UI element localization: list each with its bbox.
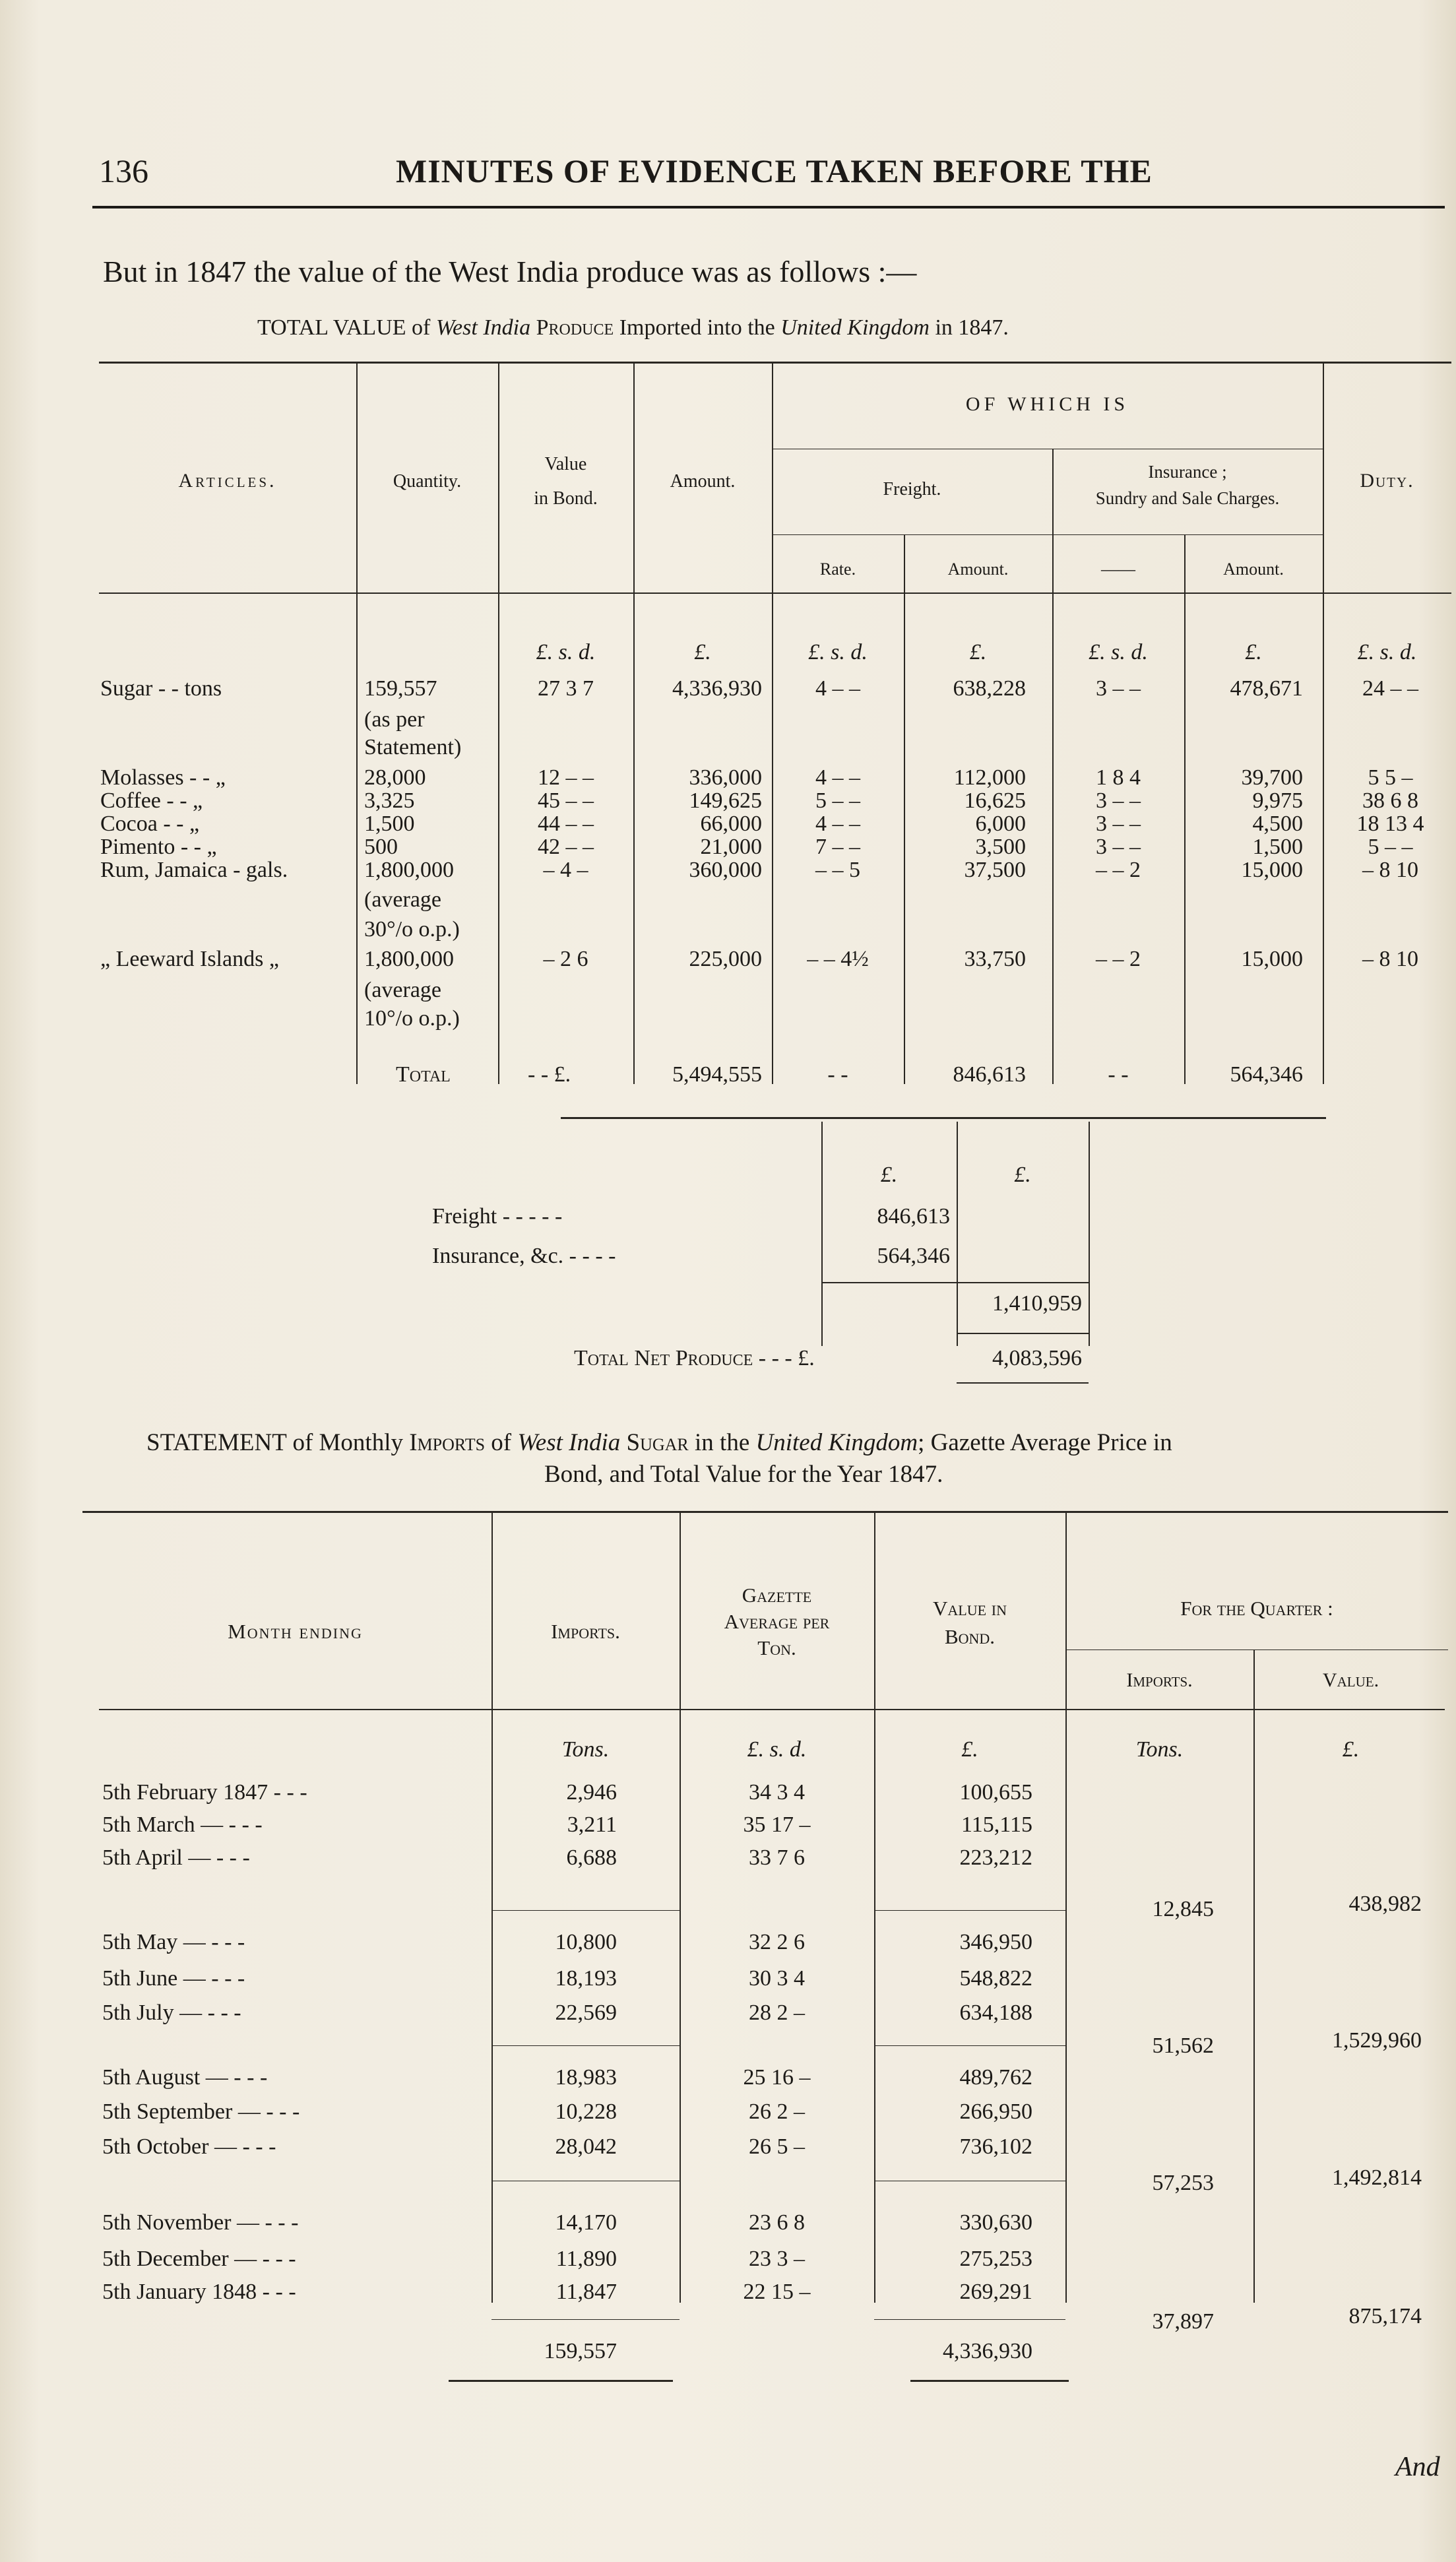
- t2-unit-gazette: £. s. d.: [747, 1737, 807, 1762]
- t1-row-4-quantity: 3,325: [364, 788, 415, 813]
- t2-quarter-0-imports: 12,845: [1152, 1897, 1214, 1921]
- t1-row-3-quantity: 28,000: [364, 765, 426, 790]
- t2-row-5-gazette: 28 2 –: [749, 2001, 805, 2025]
- net-unit-2: £.: [1014, 1163, 1031, 1187]
- t1-unit-vb: £. s. d.: [536, 640, 596, 664]
- t1-row-5-insamt: 4,500: [1252, 812, 1303, 836]
- t1-row-10-rate: – – 4½: [807, 947, 869, 971]
- t1-row-3-insamt: 39,700: [1241, 765, 1303, 790]
- t1-row-5-rate: 4 – –: [815, 812, 860, 836]
- t1-total-amount: 5,494,555: [672, 1062, 762, 1087]
- t1-row-7-ins: – – 2: [1096, 858, 1141, 882]
- t2-total-imports: 159,557: [544, 2339, 617, 2363]
- t1-row-0-quantity: 159,557: [364, 676, 437, 701]
- t1-unit-insamt: £.: [1245, 640, 1262, 664]
- t2-row-2-month: 5th April — - - -: [102, 1845, 250, 1870]
- t1-h-quantity: Quantity.: [393, 471, 462, 492]
- net-sum: 1,410,959: [992, 1291, 1082, 1316]
- t2-row-10-imports: 11,890: [555, 2247, 617, 2271]
- t2-header-bottom-rule: [99, 1709, 1445, 1710]
- t2-unit-q-value: £.: [1342, 1737, 1360, 1762]
- t2-group-rule-2b: [874, 2045, 1065, 2046]
- t1-row-7-quantity: 1,800,000: [364, 858, 454, 882]
- t2-row-7-gazette: 26 2 –: [749, 2099, 805, 2124]
- t2-row-11-month: 5th January 1848 - - -: [102, 2280, 296, 2304]
- t1-h-freight: Freight.: [883, 479, 941, 499]
- t1-row-4-article: Coffee - - „: [100, 788, 203, 813]
- t1-unit-rate: £. s. d.: [808, 640, 868, 664]
- t2-row-0-gazette: 34 3 4: [749, 1780, 805, 1805]
- t2-row-7-imports: 10,228: [555, 2099, 617, 2124]
- page-number: 136: [99, 152, 148, 189]
- t2-row-9-month: 5th November — - - -: [102, 2210, 299, 2235]
- t1-row-0-ins: 3 – –: [1096, 676, 1141, 701]
- t1-h-value-bond-1: Value: [544, 454, 587, 474]
- table2-title-line2: Bond, and Total Value for the Year 1847.: [544, 1461, 943, 1488]
- t2-row-10-month: 5th December — - - -: [102, 2247, 296, 2271]
- t2-row-0-imports: 2,946: [566, 1780, 617, 1805]
- t1-h-insurance-1: Insurance ;: [1148, 462, 1227, 482]
- t2-row-6-gazette: 25 16 –: [743, 2065, 811, 2090]
- t1-row-10-vb: – 2 6: [543, 947, 588, 971]
- t2-bottom-rule-b: [910, 2380, 1069, 2382]
- t1-row-7-insamt: 15,000: [1241, 858, 1303, 882]
- t2-row-9-imports: 14,170: [555, 2210, 617, 2235]
- t1-total-dashes: - - £.: [528, 1062, 571, 1087]
- t1-row-4-ins: 3 – –: [1096, 788, 1141, 813]
- t1-row-5-famount: 6,000: [975, 812, 1026, 836]
- t2-row-6-imports: 18,983: [555, 2065, 617, 2090]
- t2-h-gazette-3: Ton.: [757, 1636, 796, 1659]
- t2-group-rule-4: [491, 2319, 680, 2320]
- running-head: MINUTES OF EVIDENCE TAKEN BEFORE THE: [396, 152, 1153, 189]
- t1-h-value-bond-2: in Bond.: [534, 488, 598, 509]
- t2-quarter-2-value: 1,492,814: [1332, 2165, 1422, 2190]
- t1-row-3-duty: 5 5 –: [1368, 765, 1413, 790]
- net-sum-rule: [821, 1282, 1089, 1283]
- t1-row-6-insamt: 1,500: [1252, 835, 1303, 859]
- t2-bottom-rule-a: [449, 2380, 673, 2382]
- t2-row-1-month: 5th March — - - -: [102, 1812, 263, 1837]
- t1-row-12-quantity: 10°/o o.p.): [364, 1006, 460, 1031]
- table1-title: TOTAL VALUE of West India Produce Imported into the United Kingdom in 1847.: [257, 315, 1009, 340]
- t1-row-5-duty: 18 13 4: [1356, 812, 1424, 836]
- t1-h-amount: Amount.: [670, 471, 736, 492]
- t2-row-11-imports: 11,847: [555, 2280, 617, 2304]
- t2-h-gazette-2: Average per: [724, 1610, 830, 1633]
- t1-row-0-insamt: 478,671: [1230, 676, 1303, 701]
- t2-row-8-gazette: 26 5 –: [749, 2134, 805, 2159]
- t2-row-3-gazette: 32 2 6: [749, 1930, 805, 1954]
- catchword: And: [1395, 2452, 1440, 2482]
- t2-row-4-gazette: 30 3 4: [749, 1966, 805, 1991]
- t1-row-5-quantity: 1,500: [364, 812, 415, 836]
- net-vline-3: [1089, 1122, 1090, 1346]
- t1-unit-amount: £.: [694, 640, 711, 664]
- net-vline-1: [821, 1122, 823, 1346]
- t2-row-5-month: 5th July — - - -: [102, 2001, 241, 2025]
- t2-row-8-value: 736,102: [959, 2134, 1032, 2159]
- t1-row-6-article: Pimento - - „: [100, 835, 217, 859]
- t2-h-month: Month ending: [228, 1620, 363, 1643]
- t1-row-10-insamt: 15,000: [1241, 947, 1303, 971]
- t2-row-5-value: 634,188: [959, 2001, 1032, 2025]
- t1-row-6-duty: 5 – –: [1368, 835, 1413, 859]
- t2-row-4-month: 5th June — - - -: [102, 1966, 245, 1991]
- t1-row-3-famount: 112,000: [953, 765, 1026, 790]
- t2-row-3-value: 346,950: [959, 1930, 1032, 1954]
- t1-row-0-famount: 638,228: [953, 676, 1026, 701]
- t2-row-1-imports: 3,211: [567, 1812, 617, 1837]
- t1-row-3-ins: 1 8 4: [1096, 765, 1141, 790]
- t2-row-0-value: 100,655: [959, 1780, 1032, 1805]
- t1-row-10-duty: – 8 10: [1362, 947, 1418, 971]
- t1-row-8-quantity: (average: [364, 887, 442, 912]
- net-total-rule: [957, 1333, 1089, 1334]
- t2-unit-imports: Tons.: [561, 1737, 610, 1762]
- t1-h-duty: Duty.: [1360, 470, 1414, 492]
- t2-quarter-1-value: 1,529,960: [1332, 2028, 1422, 2053]
- t1-sub-rule: [772, 534, 1323, 535]
- t1-row-7-duty: – 8 10: [1362, 858, 1418, 882]
- t2-h-quarter: For the Quarter :: [1180, 1597, 1333, 1620]
- table2-title-line1: STATEMENT of Monthly Imports of West India Sugar in the United Kingdom; Gazette Average Price in: [146, 1429, 1172, 1456]
- net-ins-val: 564,346: [877, 1244, 950, 1268]
- t2-group-rule-4b: [874, 2319, 1065, 2320]
- net-freight-val: 846,613: [877, 1204, 950, 1229]
- t1-h-articles: Articles.: [178, 470, 277, 492]
- t1-row-10-quantity: 1,800,000: [364, 947, 454, 971]
- header-rule: [92, 206, 1445, 208]
- t2-quarter-1-imports: 51,562: [1152, 2034, 1214, 2058]
- table1-top-rule: [99, 362, 1451, 364]
- t2-row-1-gazette: 35 17 –: [743, 1812, 811, 1837]
- t2-group-rule-1: [491, 1910, 680, 1911]
- t2-row-2-imports: 6,688: [566, 1845, 617, 1870]
- t2-group-rule-1b: [874, 1910, 1065, 1911]
- t1-h-rate: Rate.: [819, 560, 856, 579]
- t1-row-5-ins: 3 – –: [1096, 812, 1141, 836]
- t1-row-4-insamt: 9,975: [1252, 788, 1303, 813]
- t2-row-10-gazette: 23 3 –: [749, 2247, 805, 2271]
- t1-header-bottom-rule: [99, 592, 1451, 594]
- t2-h-value-1: Value in: [932, 1597, 1007, 1620]
- t1-row-4-rate: 5 – –: [815, 788, 860, 813]
- t2-row-8-imports: 28,042: [555, 2134, 617, 2159]
- t1-row-0-vb: 27 3 7: [538, 676, 594, 701]
- t2-row-11-value: 269,291: [959, 2280, 1032, 2304]
- t2-row-2-gazette: 33 7 6: [749, 1845, 805, 1870]
- net-ins-label: Insurance, &c. - - - -: [432, 1244, 616, 1268]
- t2-row-4-imports: 18,193: [555, 1966, 617, 1991]
- t1-row-10-amount: 225,000: [689, 947, 762, 971]
- t1-row-4-vb: 45 – –: [538, 788, 594, 813]
- t1-row-6-famount: 3,500: [975, 835, 1026, 859]
- t1-row-10-article: „ Leeward Islands „: [100, 947, 279, 971]
- t2-h-q-imports: Imports.: [1126, 1669, 1193, 1691]
- t1-total-rate: - -: [827, 1062, 848, 1087]
- t1-row-6-amount: 21,000: [700, 835, 762, 859]
- t2-row-11-gazette: 22 15 –: [743, 2280, 811, 2304]
- t2-quarter-3-value: 875,174: [1348, 2304, 1422, 2328]
- t2-row-3-imports: 10,800: [555, 1930, 617, 1954]
- t2-total-value: 4,336,930: [943, 2339, 1032, 2363]
- t2-quarter-rule: [1065, 1649, 1448, 1650]
- t1-row-0-article: Sugar - - tons: [100, 676, 222, 701]
- t2-row-2-value: 223,212: [959, 1845, 1032, 1870]
- t2-h-imports: Imports.: [551, 1620, 620, 1643]
- t1-h-of-which: OF WHICH IS: [965, 393, 1129, 415]
- t1-row-3-amount: 336,000: [689, 765, 762, 790]
- t2-quarter-2-imports: 57,253: [1152, 2171, 1214, 2195]
- t1-unit-famount: £.: [969, 640, 987, 664]
- t1-row-7-rate: – – 5: [815, 858, 860, 882]
- t1-row-5-article: Cocoa - - „: [100, 812, 200, 836]
- t2-row-8-month: 5th October — - - -: [102, 2134, 276, 2159]
- intro-text: But in 1847 the value of the West India produce was as follows :—: [103, 255, 917, 288]
- t1-row-5-amount: 66,000: [700, 812, 762, 836]
- t1-h-ins-amount: Amount.: [1223, 560, 1284, 579]
- t1-row-7-vb: – 4 –: [543, 858, 588, 882]
- t1-row-10-famount: 33,750: [964, 947, 1026, 971]
- t1-row-6-vb: 42 – –: [538, 835, 594, 859]
- t1-row-0-duty: 24 – –: [1362, 676, 1418, 701]
- t2-row-1-value: 115,115: [961, 1812, 1032, 1837]
- t1-row-3-rate: 4 – –: [815, 765, 860, 790]
- table2-top-rule: [82, 1511, 1448, 1513]
- t2-h-value-2: Bond.: [944, 1625, 996, 1648]
- t1-row-6-rate: 7 – –: [815, 835, 860, 859]
- t2-group-rule-2: [491, 2045, 680, 2046]
- net-total-label: Total Net Produce - - - £.: [574, 1346, 815, 1370]
- t2-quarter-0-value: 438,982: [1348, 1892, 1422, 1916]
- t1-row-5-vb: 44 – –: [538, 812, 594, 836]
- t1-row-4-amount: 149,625: [689, 788, 762, 813]
- t1-row-9-quantity: 30°/o o.p.): [364, 917, 460, 942]
- t1-unit-duty: £. s. d.: [1357, 640, 1417, 664]
- t1-h-dash: ——: [1101, 560, 1135, 579]
- t1-vline-1: [356, 362, 358, 1084]
- t1-vline-4: [772, 362, 773, 1084]
- t1-total-insamt: 564,346: [1230, 1062, 1303, 1087]
- t1-total-rule: [561, 1117, 1326, 1119]
- t2-row-7-month: 5th September — - - -: [102, 2099, 300, 2124]
- t2-unit-q-imports: Tons.: [1135, 1737, 1184, 1762]
- t2-row-7-value: 266,950: [959, 2099, 1032, 2124]
- t1-row-1-quantity: (as per: [364, 707, 425, 732]
- t1-unit-ins: £. s. d.: [1089, 640, 1148, 664]
- t2-h-gazette-1: Gazette: [742, 1584, 812, 1607]
- t2-row-3-month: 5th May — - - -: [102, 1930, 245, 1954]
- t2-quarter-3-imports: 37,897: [1152, 2309, 1214, 2334]
- t2-h-q-value: Value.: [1322, 1669, 1379, 1691]
- t1-row-10-ins: – – 2: [1096, 947, 1141, 971]
- t2-row-9-gazette: 23 6 8: [749, 2210, 805, 2235]
- t2-unit-value: £.: [961, 1737, 978, 1762]
- t1-row-3-vb: 12 – –: [538, 765, 594, 790]
- t1-row-11-quantity: (average: [364, 978, 442, 1002]
- net-total-val: 4,083,596: [992, 1346, 1082, 1370]
- t1-row-6-quantity: 500: [364, 835, 398, 859]
- t1-row-4-famount: 16,625: [964, 788, 1026, 813]
- t1-row-4-duty: 38 6 8: [1362, 788, 1418, 813]
- t1-h-freight-amount: Amount.: [947, 560, 1009, 579]
- t2-row-6-month: 5th August — - - -: [102, 2065, 268, 2090]
- t1-vline-3: [633, 362, 635, 1084]
- t1-row-7-famount: 37,500: [964, 858, 1026, 882]
- t1-total-famount: 846,613: [953, 1062, 1026, 1087]
- net-total-underline: [957, 1382, 1089, 1384]
- net-freight-label: Freight - - - - -: [432, 1204, 563, 1229]
- t1-row-3-article: Molasses - - „: [100, 765, 226, 790]
- t2-row-10-value: 275,253: [959, 2247, 1032, 2271]
- t2-row-0-month: 5th February 1847 - - -: [102, 1780, 307, 1805]
- t2-row-9-value: 330,630: [959, 2210, 1032, 2235]
- t1-h-insurance-2: Sundry and Sale Charges.: [1095, 488, 1280, 508]
- t2-row-4-value: 548,822: [959, 1966, 1032, 1991]
- t2-row-6-value: 489,762: [959, 2065, 1032, 2090]
- t1-row-0-amount: 4,336,930: [672, 676, 762, 701]
- t1-total-ins: - -: [1108, 1062, 1129, 1087]
- t1-row-0-rate: 4 – –: [815, 676, 860, 701]
- t1-row-7-amount: 360,000: [689, 858, 762, 882]
- t2-row-5-imports: 22,569: [555, 2001, 617, 2025]
- net-unit-1: £.: [880, 1163, 898, 1187]
- t1-row-6-ins: 3 – –: [1096, 835, 1141, 859]
- t1-row-7-article: Rum, Jamaica - gals.: [100, 858, 288, 882]
- t1-total-label: Total: [396, 1062, 451, 1087]
- t1-row-2-quantity: Statement): [364, 735, 462, 759]
